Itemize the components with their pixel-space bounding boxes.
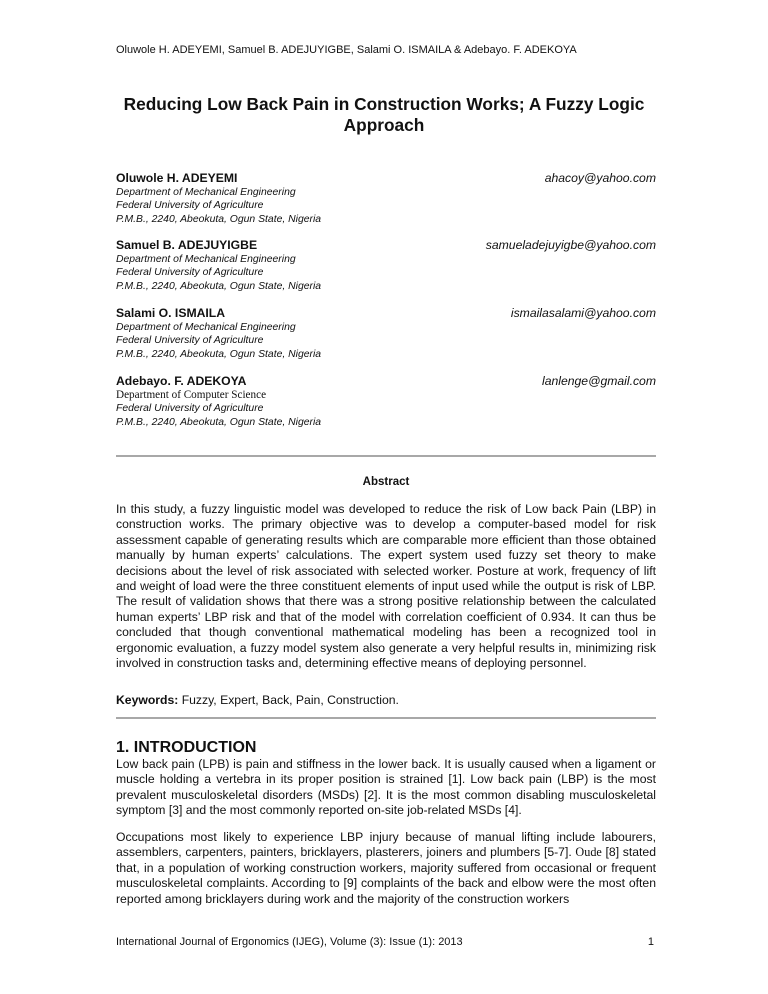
author-block	[116, 171, 656, 226]
intro-paragraph	[116, 830, 656, 907]
author-address: P.M.B., 2240, Abeokuta, Ogun State, Nigeria	[116, 348, 322, 360]
page-number: 1	[647, 936, 654, 948]
author-name: Adebayo. F. ADEKOYA	[116, 374, 247, 388]
intro-text-serif: Oude	[575, 845, 602, 860]
author-email[interactable]: samueladejuyigbe@yahoo.com	[485, 238, 656, 252]
author-university: Federal University of Agriculture	[116, 335, 264, 347]
author-block	[116, 238, 656, 293]
author-block	[116, 374, 656, 429]
intro-text: [8] stated that, in a population of working construction workers, majority suffered from occasional or frequent musculoskeletal complaints. According to [9] complaints of the back and elbow were the most often reported among bricklayers during work and the majority of the construction workers	[116, 845, 656, 906]
author-department: Department of Mechanical Engineering	[116, 254, 296, 265]
keywords-label: Keywords:	[116, 693, 179, 707]
intro-paragraph: Low back pain (LPB) is pain and stiffness in the lower back. It is usually caused when a ligament or muscle holding a vertebra in its proper position is strained [1]. Low back pain (LBP) is the most prevalent musculoskeletal disorders (MSDs) [2]. It is the most common disabling musculoskeletal symptom [3] and the most commonly reported on-site job-related MSDs [4].	[116, 757, 656, 818]
author-address: P.M.B., 2240, Abeokuta, Ogun State, Nigeria	[116, 213, 322, 225]
author-name: Salami O. ISMAILA	[116, 306, 226, 320]
author-address: P.M.B., 2240, Abeokuta, Ogun State, Nigeria	[116, 416, 322, 428]
author-university: Federal University of Agriculture	[116, 267, 264, 279]
author-department: Department of Mechanical Engineering	[116, 322, 296, 333]
section-heading: 1. INTRODUCTION	[116, 739, 257, 756]
title-line-2: Approach	[343, 115, 425, 135]
author-department: Department of Mechanical Engineering	[116, 187, 296, 198]
divider	[116, 717, 656, 719]
paper-title	[100, 94, 668, 136]
author-email[interactable]: lanlenge@gmail.com	[542, 374, 656, 388]
abstract-heading: Abstract	[362, 476, 410, 488]
keywords-list: Fuzzy, Expert, Back, Pain, Construction.	[178, 693, 399, 707]
author-name: Oluwole H. ADEYEMI	[116, 171, 238, 185]
abstract-body: In this study, a fuzzy linguistic model was developed to reduce the risk of Low back Pain (LBP) in construction works. The primary objective was to develop a computer-based model for risk assessment capable of generating results which are comparable more efficient than those obtained manually by human experts’ calculations. The expert system used fuzzy set theory to make decisions about the level of risk associated with selected worker. Posture at work, frequency of lift and weight of load were the three constituent elements of input used while the output is risk of LBP. The result of validation shows that there was a strong positive relationship between the calculated human experts’ LBP risk and that of the model with correlation coefficient of 0.934. It can thus be concluded that though conventional mathematical modeling has been a recognized tool in ergonomic evaluation, a fuzzy model system also generate a very helpful results in, minimizing risk involved in construction tasks and, determining effective means of deploying personnel.	[116, 502, 656, 671]
divider	[116, 455, 656, 457]
author-university: Federal University of Agriculture	[116, 403, 264, 415]
intro-text: Occupations most likely to experience LBP injury because of manual lifting include labourers, assemblers, carpenters, painters, bricklayers, plasterers, joiners and plumbers [5-7].	[116, 830, 656, 860]
author-email[interactable]: ismailasalami@yahoo.com	[510, 306, 656, 320]
author-name: Samuel B. ADEJUYIGBE	[116, 238, 258, 252]
author-department: Department of Computer Science	[116, 389, 267, 401]
author-block	[116, 306, 656, 361]
author-address: P.M.B., 2240, Abeokuta, Ogun State, Nigeria	[116, 280, 322, 292]
running-head: Oluwole H. ADEYEMI, Samuel B. ADEJUYIGBE, Salami O. ISMAILA & Adebayo. F. ADEKOYA	[116, 44, 577, 56]
author-email[interactable]: ahacoy@yahoo.com	[544, 171, 656, 185]
keywords	[116, 693, 399, 707]
journal-footer: International Journal of Ergonomics (IJEG), Volume (3): Issue (1): 2013	[116, 936, 463, 948]
author-university: Federal University of Agriculture	[116, 200, 264, 212]
title-line-1: Reducing Low Back Pain in Construction Works; A Fuzzy Logic	[123, 94, 645, 114]
